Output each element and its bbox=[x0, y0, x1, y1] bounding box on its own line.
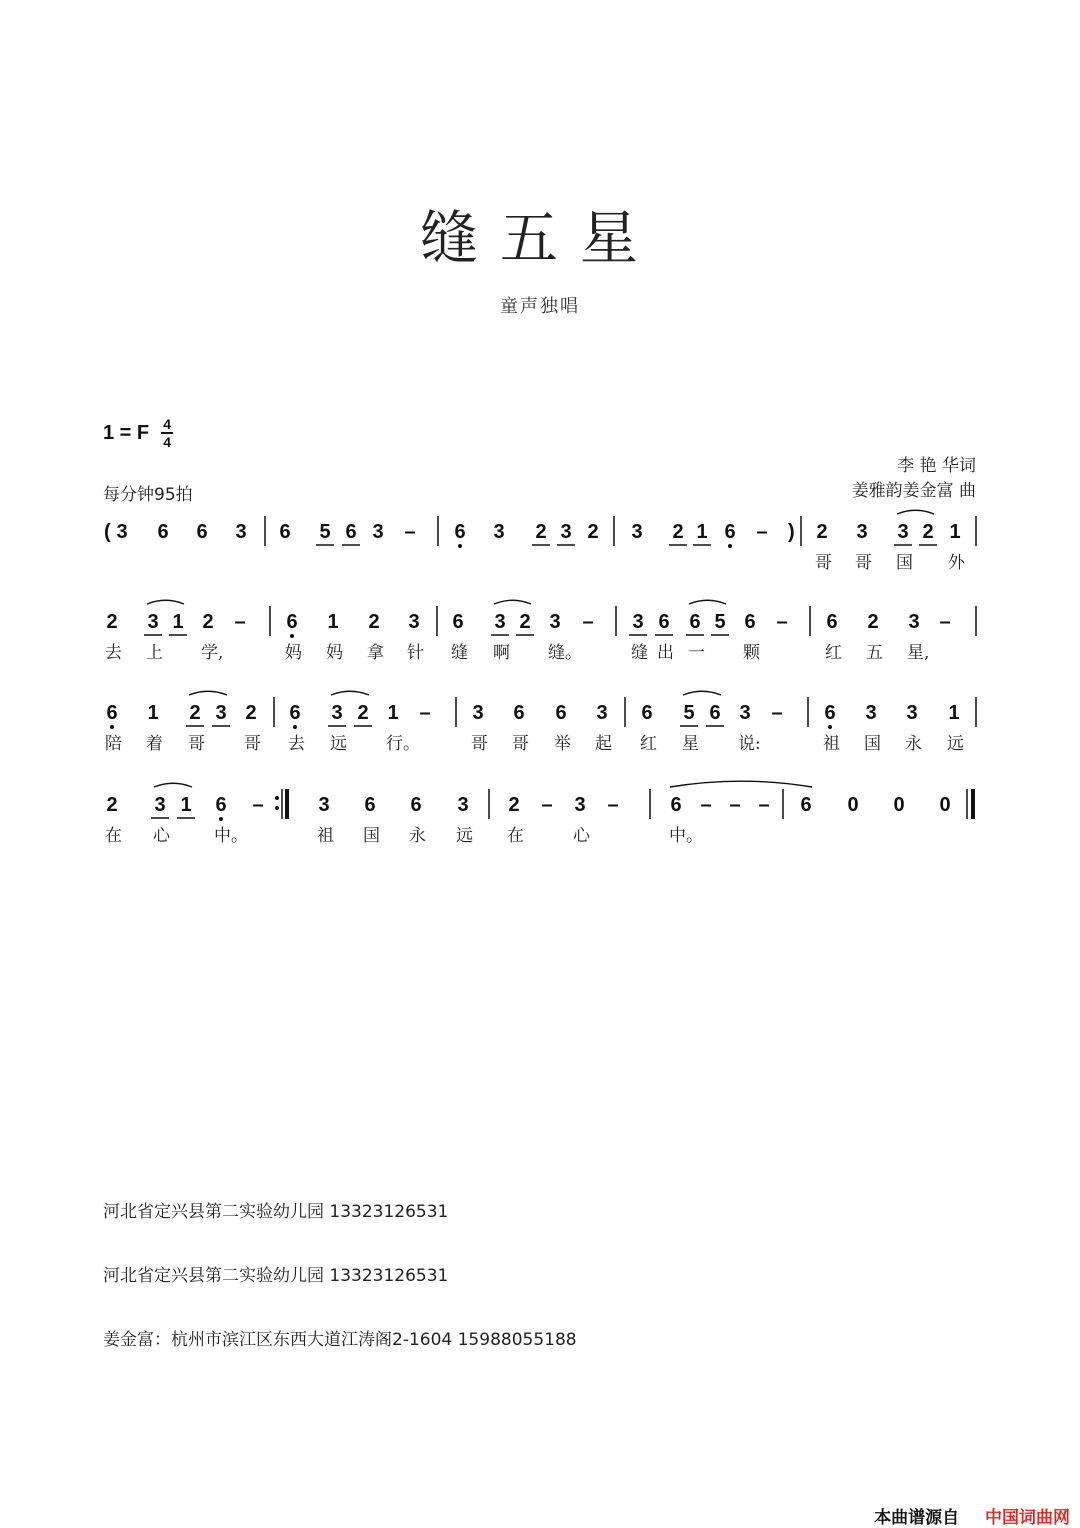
source-label: 本曲谱源自 bbox=[874, 1508, 960, 1528]
lyric-syllable: 远 bbox=[947, 734, 964, 754]
lyric-syllable: 哥 bbox=[855, 553, 872, 573]
note-digit: 3 bbox=[494, 611, 506, 633]
open-paren: ( bbox=[104, 521, 111, 543]
note-digit: 1 bbox=[180, 794, 192, 816]
note-digit: 6 bbox=[724, 521, 736, 543]
note-digit: 2 bbox=[245, 702, 257, 724]
note-digit: 3 bbox=[897, 521, 909, 543]
note-digit: 3 bbox=[154, 794, 166, 816]
note-digit: 3 bbox=[596, 702, 608, 724]
note-digit: 3 bbox=[493, 521, 505, 543]
lyric-syllable: 着 bbox=[146, 734, 163, 754]
lyric-syllable: 缝 bbox=[451, 643, 468, 663]
lyric-syllable: 哥 bbox=[512, 734, 529, 754]
slur-arc bbox=[897, 510, 934, 514]
composer-credit: 姜雅韵姜金富 曲 bbox=[851, 481, 976, 501]
lyric-syllable: 永 bbox=[409, 826, 426, 846]
key-label: 1 = F bbox=[103, 421, 150, 444]
note-digit: 3 bbox=[408, 611, 420, 633]
lyric-syllable: 国 bbox=[864, 734, 881, 754]
note-digit: 3 bbox=[457, 794, 469, 816]
note-digit: 1 bbox=[147, 702, 159, 724]
note-digit: 3 bbox=[856, 521, 868, 543]
lyric-syllable: 出 bbox=[657, 643, 674, 663]
note-digit: 3 bbox=[147, 611, 159, 633]
note-digit: 2 bbox=[922, 521, 934, 543]
lyric-syllable: 妈 bbox=[326, 643, 343, 663]
repeat-barline-thick bbox=[285, 789, 289, 819]
lyric-syllable: 哥 bbox=[244, 734, 261, 754]
note-digit: 2 bbox=[816, 521, 828, 543]
note-digit: 2 bbox=[357, 702, 369, 724]
note-digit: 2 bbox=[508, 794, 520, 816]
note-digit: 6 bbox=[452, 611, 464, 633]
note-digit: 1 bbox=[327, 611, 339, 633]
lyric-syllable: 缝 bbox=[631, 643, 648, 663]
note-digit: 3 bbox=[574, 794, 586, 816]
note-digit: 6 bbox=[658, 611, 670, 633]
note-digit: 6 bbox=[157, 521, 169, 543]
note-digit: 3 bbox=[632, 611, 644, 633]
note-digit: 6 bbox=[555, 702, 567, 724]
note-digit: 2 bbox=[672, 521, 684, 543]
note-digit: 2 bbox=[535, 521, 547, 543]
lyric-syllable: 哥 bbox=[188, 734, 205, 754]
note-digit: 6 bbox=[196, 521, 208, 543]
note-digit: 0 bbox=[847, 794, 859, 816]
note-digit: 3 bbox=[865, 702, 877, 724]
note-digit: 6 bbox=[454, 521, 466, 543]
note-digit: 6 bbox=[826, 611, 838, 633]
note-digit: 3 bbox=[549, 611, 561, 633]
octave-dot-below bbox=[828, 725, 832, 729]
note-digit: 3 bbox=[560, 521, 572, 543]
lyric-syllable: 举 bbox=[554, 734, 571, 754]
footer-contact-3: 姜金富：杭州市滨江区东西大道江涛阁2-1604 15988055188 bbox=[103, 1330, 577, 1350]
lyric-syllable: 在 bbox=[105, 826, 122, 846]
source-site-link[interactable]: 中国词曲网 bbox=[985, 1508, 1070, 1528]
repeat-dot bbox=[275, 796, 279, 800]
note-digit: 6 bbox=[670, 794, 682, 816]
sustain-dash: – bbox=[758, 794, 770, 816]
note-digit: 1 bbox=[948, 702, 960, 724]
note-digit: 3 bbox=[472, 702, 484, 724]
lyric-syllable: 远 bbox=[330, 734, 347, 754]
note-digit: 2 bbox=[587, 521, 599, 543]
note-digit: 6 bbox=[286, 611, 298, 633]
lyric-syllable: 心 bbox=[153, 826, 170, 846]
lyric-syllable: 五 bbox=[866, 643, 883, 663]
note-digit: 3 bbox=[372, 521, 384, 543]
lyric-syllable: 中。 bbox=[214, 826, 248, 846]
lyric-syllable: 国 bbox=[896, 553, 913, 573]
lyric-syllable: 缝。 bbox=[548, 643, 582, 663]
octave-dot-below bbox=[219, 817, 223, 821]
note-digit: 6 bbox=[106, 702, 118, 724]
lyric-syllable: 拿 bbox=[367, 643, 384, 663]
note-digit: 3 bbox=[739, 702, 751, 724]
note-digit: 0 bbox=[893, 794, 905, 816]
note-digit: 6 bbox=[345, 521, 357, 543]
note-digit: 5 bbox=[714, 611, 726, 633]
note-digit: 6 bbox=[800, 794, 812, 816]
octave-dot-below bbox=[290, 634, 294, 638]
octave-dot-below bbox=[728, 544, 732, 548]
lyric-syllable: 陪 bbox=[105, 734, 122, 754]
lyric-syllable: 妈 bbox=[285, 643, 302, 663]
lyric-syllable: 哥 bbox=[815, 553, 832, 573]
lyric-syllable: 去 bbox=[288, 734, 305, 754]
note-digit: 2 bbox=[106, 794, 118, 816]
lyric-syllable: 行。 bbox=[386, 734, 420, 754]
lyric-syllable: 说: bbox=[738, 734, 761, 754]
slur-arc bbox=[154, 783, 192, 787]
octave-dot-below bbox=[110, 725, 114, 729]
note-digit: 2 bbox=[106, 611, 118, 633]
note-digit: 6 bbox=[824, 702, 836, 724]
note-digit: 3 bbox=[631, 521, 643, 543]
lyric-syllable: 在 bbox=[507, 826, 524, 846]
note-digit: 3 bbox=[116, 521, 128, 543]
tempo-marking: 每分钟95拍 bbox=[103, 485, 193, 505]
note-digit: 2 bbox=[519, 611, 531, 633]
octave-dot-below bbox=[293, 725, 297, 729]
lyric-syllable: 红 bbox=[640, 734, 657, 754]
note-digit: 6 bbox=[709, 702, 721, 724]
lyric-syllable: 针 bbox=[407, 643, 424, 663]
song-subtitle: 童声独唱 bbox=[500, 296, 580, 317]
source-credit bbox=[874, 1503, 1070, 1528]
lyric-syllable: 中。 bbox=[669, 826, 703, 846]
lyric-syllable: 心 bbox=[573, 826, 590, 846]
note-digit: 1 bbox=[949, 521, 961, 543]
note-digit: 6 bbox=[215, 794, 227, 816]
octave-dot-below bbox=[458, 544, 462, 548]
slur-arc bbox=[189, 691, 227, 695]
lyric-syllable: 颗 bbox=[743, 643, 760, 663]
lyric-syllable: 啊 bbox=[493, 643, 510, 663]
note-digit: 3 bbox=[318, 794, 330, 816]
sustain-dash: – bbox=[756, 521, 768, 543]
lyric-syllable: 国 bbox=[363, 826, 380, 846]
lyric-syllable: 远 bbox=[456, 826, 473, 846]
note-digit: 3 bbox=[215, 702, 227, 724]
slur-arc bbox=[147, 600, 184, 604]
sustain-dash: – bbox=[541, 794, 553, 816]
lyric-syllable: 星, bbox=[907, 643, 930, 663]
note-digit: 5 bbox=[319, 521, 331, 543]
note-digit: 6 bbox=[744, 611, 756, 633]
note-digit: 6 bbox=[289, 702, 301, 724]
note-digit: 1 bbox=[696, 521, 708, 543]
slur-arc bbox=[331, 691, 369, 695]
lyric-syllable: 星 bbox=[682, 734, 699, 754]
note-digit: 3 bbox=[235, 521, 247, 543]
note-digit: 5 bbox=[683, 702, 695, 724]
note-digit: 2 bbox=[368, 611, 380, 633]
sustain-dash: – bbox=[607, 794, 619, 816]
note-digit: 0 bbox=[939, 794, 951, 816]
note-digit: 3 bbox=[908, 611, 920, 633]
note-digit: 6 bbox=[689, 611, 701, 633]
lyric-syllable: 永 bbox=[905, 734, 922, 754]
lyricist-credit: 李 艳 华词 bbox=[897, 456, 976, 476]
time-signature-bottom: 4 bbox=[163, 434, 172, 450]
note-digit: 2 bbox=[202, 611, 214, 633]
sustain-dash: – bbox=[700, 794, 712, 816]
sustain-dash: – bbox=[252, 794, 264, 816]
sustain-dash: – bbox=[939, 611, 951, 633]
footer-contact-1: 河北省定兴县第二实验幼儿园 13323126531 bbox=[103, 1202, 449, 1222]
sustain-dash: – bbox=[404, 521, 416, 543]
final-barline-thick bbox=[971, 789, 975, 819]
sustain-dash: – bbox=[419, 702, 431, 724]
note-digit: 6 bbox=[513, 702, 525, 724]
note-digit: 3 bbox=[906, 702, 918, 724]
repeat-dot bbox=[275, 806, 279, 810]
lyric-syllable: 学, bbox=[201, 643, 224, 663]
lyric-syllable: 祖 bbox=[317, 826, 334, 846]
note-digit: 6 bbox=[364, 794, 376, 816]
time-signature-top: 4 bbox=[163, 416, 172, 432]
note-digit: 2 bbox=[867, 611, 879, 633]
note-digit: 2 bbox=[189, 702, 201, 724]
slur-arc bbox=[670, 781, 812, 787]
note-digit: 6 bbox=[279, 521, 291, 543]
note-digit: 6 bbox=[641, 702, 653, 724]
lyric-syllable: 祖 bbox=[823, 734, 840, 754]
sustain-dash: – bbox=[771, 702, 783, 724]
sustain-dash: – bbox=[582, 611, 594, 633]
sustain-dash: – bbox=[776, 611, 788, 633]
lyric-syllable: 起 bbox=[595, 734, 612, 754]
slur-arc bbox=[494, 600, 531, 604]
close-paren: ) bbox=[788, 521, 795, 543]
lyric-syllable: 哥 bbox=[471, 734, 488, 754]
sustain-dash: – bbox=[729, 794, 741, 816]
note-digit: 6 bbox=[410, 794, 422, 816]
slur-arc bbox=[689, 600, 726, 604]
song-title: 缝五星 bbox=[419, 204, 660, 272]
slur-arc bbox=[683, 691, 721, 695]
lyric-syllable: 红 bbox=[825, 643, 842, 663]
sustain-dash: – bbox=[234, 611, 246, 633]
lyric-syllable: 上 bbox=[146, 643, 163, 663]
note-digit: 1 bbox=[172, 611, 184, 633]
footer-contact-2: 河北省定兴县第二实验幼儿园 13323126531 bbox=[103, 1266, 449, 1286]
lyric-syllable: 一 bbox=[688, 643, 705, 663]
lyric-syllable: 外 bbox=[948, 553, 965, 573]
lyric-syllable: 去 bbox=[105, 643, 122, 663]
note-digit: 3 bbox=[331, 702, 343, 724]
note-digit: 1 bbox=[387, 702, 399, 724]
